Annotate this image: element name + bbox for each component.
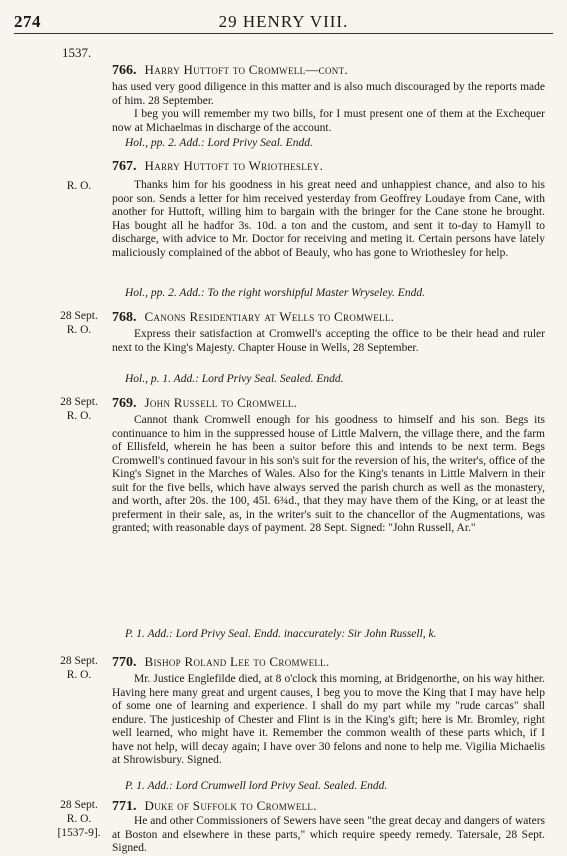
entry-769-foot: P. 1. Add.: Lord Privy Seal. Endd. inaccurately: Sir John Russell, k.: [125, 628, 437, 640]
entry-770-foot: P. 1. Add.: Lord Crumwell lord Privy Seal. Sealed. Endd.: [125, 780, 388, 792]
margin-date: 28 Sept.: [60, 655, 98, 667]
entry-heading: Harry Huttoft to Cromwell—cont.: [144, 62, 348, 77]
entry-769-title: [112, 395, 545, 412]
entry-number: 771.: [112, 799, 137, 814]
paragraph: I beg you will remember my two bills, for I must present one of them at the Exchequer now at Michaelmas in discharge of the account.: [112, 108, 545, 134]
margin-year: [1537-9].: [57, 827, 101, 839]
entry-768-foot: Hol., p. 1. Add.: Lord Privy Seal. Sealed. Endd.: [125, 373, 344, 385]
entry-number: 770.: [112, 655, 137, 670]
entry-heading: Canons Residentiary at Wells to Cromwell.: [144, 309, 395, 324]
entry-heading: Harry Huttoft to Wriothesley.: [144, 158, 324, 173]
running-head: 29 HENRY VIII.: [218, 12, 349, 31]
entry-770-margin: [56, 654, 102, 682]
paragraph: Express their satisfaction at Cromwell's accepting the office to be their head and ruler next to the King's Majesty. Chapter House in Wells, 28 September.: [112, 328, 545, 354]
margin-date: 28 Sept.: [60, 799, 98, 811]
entry-number: 769.: [112, 396, 137, 411]
entry-766-foot: Hol., pp. 2. Add.: Lord Privy Seal. Endd.: [125, 137, 313, 149]
margin-source: R. O.: [66, 324, 92, 336]
entry-766-body: [112, 81, 545, 135]
margin-source: R. O.: [66, 669, 92, 681]
entry-768-body: [112, 328, 545, 355]
margin-date: 28 Sept.: [60, 396, 98, 408]
entry-770-body: [112, 673, 545, 768]
entry-771-margin: [56, 798, 102, 840]
paragraph: Thanks him for his goodness in his great need and unhappiest chance, and also to his poor son. Sends a letter for him received yesterday from Geoffrey Loudaye from Cane, with another for Huttoft, willing him to bargain with the bringer for the Cane stone he brought. Has bought all he hadfor 3s. 10d. a ton and the custom, and sent it to-day to Hamyll to discharge, with advice to Mr. Doctor for receiving and meting it. Certain persons have lately maliciously complained of the abbot of Beauly, who has gone to Wriothesley for help.: [112, 179, 545, 259]
year-marker: 1537.: [62, 45, 92, 60]
entry-769-margin: [56, 395, 102, 423]
paragraph: He and other Commissioners of Sewers have seen "the great decay and dangers of waters at Boston and elsewhere in these parts," which require speedy remedy. Tatersale, 28 Sept. Signed.: [112, 815, 545, 854]
entry-heading: Bishop Roland Lee to Cromwell.: [144, 654, 330, 669]
entry-771-title: [112, 798, 545, 815]
paragraph: has used very good diligence in this matter and is also much discouraged by the reports made of him. 28 September.: [112, 81, 545, 107]
entry-heading: John Russell to Cromwell.: [144, 395, 298, 410]
margin-source: R. O.: [66, 813, 92, 825]
entry-768-margin: [56, 309, 102, 337]
entry-767-margin: [56, 179, 102, 193]
margin-source: R. O.: [66, 180, 92, 192]
entry-767-foot: Hol., pp. 2. Add.: To the right worshipful Master Wryseley. Endd.: [125, 287, 425, 299]
header-rule: [14, 33, 553, 34]
paragraph: Mr. Justice Englefilde died, at 8 o'clock this morning, at Bridgenorthe, on his way hither. Having here many great and urgent causes, I beg you to move the King that I may have help of some one of learning and experience. I shall do my part while my "rude carcas" shall endure. The justiceship of Chester and Flint is in the King's gift; here is Mr. Bromley, right well learned, who might have it. Remember the common wealth of these parts which, if I have not help, will decay again; I have over 30 felons and none to help me. Vigilia Michaelis at Shrowisbury. Signed.: [112, 673, 545, 766]
paragraph: Cannot thank Cromwell enough for his goodness to himself and his son. Begs its continuance to him in the suppressed house of Little Malvern, the village there, and the farm of Ellisfeld, wherein he has been a suitor before this and intends to be next term. Begs Cromwell's continued favour in his son's suit for the reversion of his, the writer's, office of the King's Signet in the Marches of Wales. Also for the King's tenants in Little Malvern in their suit for the five bells, which have always served the parish church as well as the monastery, and worth, after 20s. the 100, 45l. 6¾d., that they may have them of the King, or at least the preferment in their sale, as, in the writer's suit to the chancellor of the Augmentations, was granted; with reasonable days of payment. 28 Sept. Signed: "John Russell, Ar.": [112, 414, 545, 534]
entry-heading: Duke of Suffolk to Cromwell.: [144, 798, 317, 813]
page-number: 274: [14, 12, 41, 31]
entry-767-body: [112, 179, 545, 260]
entry-number: 768.: [112, 310, 137, 325]
page-header: [14, 12, 553, 32]
entry-770-title: [112, 654, 545, 671]
entry-number: 767.: [112, 159, 137, 174]
entry-768-title: [112, 309, 545, 326]
entry-767-title: [112, 158, 545, 175]
entry-766-title: [112, 62, 545, 79]
entry-771-body: [112, 815, 545, 854]
entry-769-body: [112, 414, 545, 536]
margin-date: 28 Sept.: [60, 310, 98, 322]
margin-source: R. O.: [66, 410, 92, 422]
entry-number: 766.: [112, 63, 137, 78]
